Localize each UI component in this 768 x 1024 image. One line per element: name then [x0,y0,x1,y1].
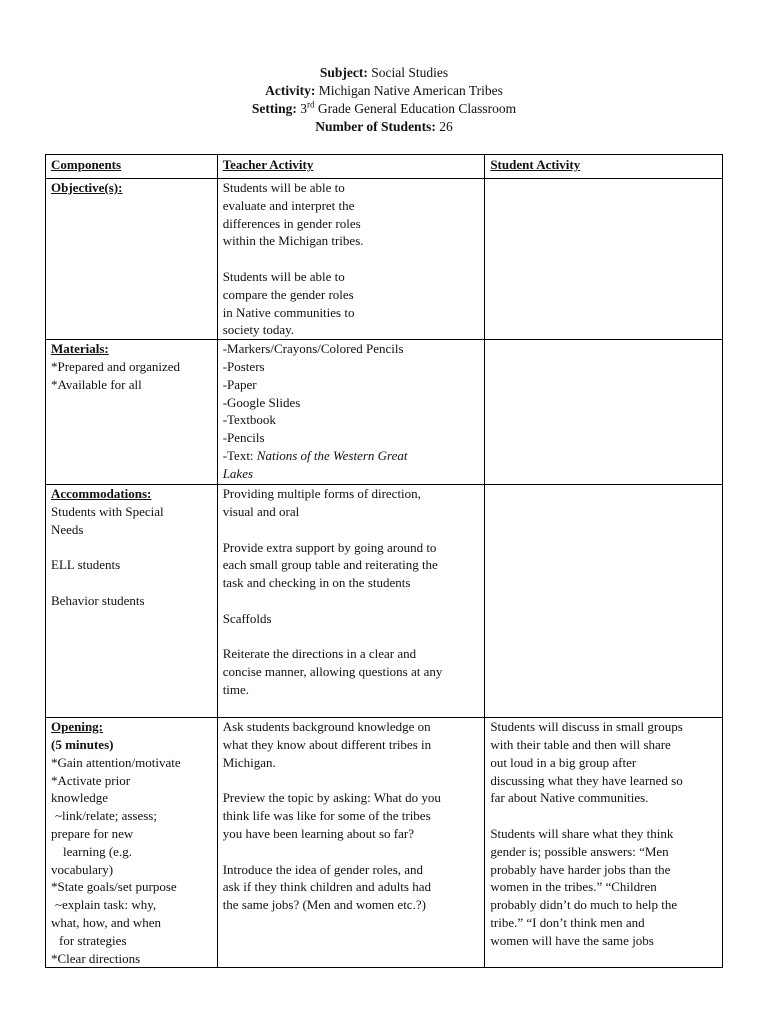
text-line: Preview the topic by asking: What do you [222,790,441,806]
blank-line [223,521,480,539]
opening-component-lines [51,754,212,968]
text-line: *Prepared and organized [51,358,180,374]
text-line: you have been learning about so far? [222,825,414,841]
students-line [0,118,768,136]
text-line: society today. [222,322,295,338]
text-line: *Activate prior [51,772,131,788]
text-line: within the Michigan tribes. [222,233,364,249]
text-line: probably have harder jobs than the [490,861,671,877]
text-line: -Markers/Crayons/Colored Pencils [222,341,404,357]
text-line: far about Native communities. [490,790,649,806]
setting-grade: 3 [300,101,307,116]
text-line: Students will discuss in small groups [490,719,683,735]
materials-component [46,340,218,485]
text-line: ~link/relate; assess; [55,808,157,824]
text-line: in Native communities to [222,304,355,320]
students-label: Number of Students: [315,119,436,134]
text-line: Needs [51,521,84,537]
accommodations-component [46,485,218,718]
text-line: ELL students [51,557,121,573]
text-line: the same jobs? (Men and women etc.?) [222,897,426,913]
text-line: Reiterate the directions in a clear and [222,646,417,662]
text-line: ~explain task: why, [55,897,157,913]
text-line: Ask students background knowledge on [222,719,431,735]
objectives-component [46,179,218,340]
text-line: *Gain attention/motivate [51,754,181,770]
text-line: women will have the same jobs [490,932,654,948]
accommodations-teacher [217,485,485,718]
text-line: Michigan. [222,754,276,770]
text-line: time. [222,681,250,697]
text-line: Scaffolds [222,610,272,626]
text-line: with their table and then will share [490,736,671,752]
header-teacher-activity: Teacher Activity [217,155,485,179]
text-line: differences in gender roles [222,215,361,231]
text-line: evaluate and interpret the [222,197,355,213]
text-line: Provide extra support by going around to [222,539,437,555]
setting-value: Grade General Education Classroom [317,101,517,116]
opening-component [46,718,218,968]
text-title-cont: Lakes [222,465,254,481]
text-line: Behavior students [51,592,145,608]
text-line: *State goals/set purpose [51,879,177,895]
activity-value: Michigan Native American Tribes [318,83,503,98]
text-line: women in the tribes.” “Children [490,879,657,895]
blank-line [223,250,480,268]
text-line: for strategies [59,932,127,948]
accommodations-component-lines [51,503,212,610]
accommodations-title: Accommodations: [51,486,152,502]
objectives-title: Objective(s): [51,180,123,195]
text-line: prepare for new [51,825,134,841]
text-line: each small group table and reiterating the [222,557,438,573]
text-line: learning (e.g. [63,843,132,859]
lesson-header [0,64,768,136]
blank-line [223,628,480,646]
subject-value: Social Studies [371,65,449,80]
blank-line [223,843,480,861]
blank-line [223,592,480,610]
opening-time: (5 minutes) [51,736,114,752]
blank-line [490,807,717,825]
opening-row [46,718,723,968]
blank-line [223,772,480,790]
subject-label: Subject: [319,65,368,80]
materials-component-lines [51,358,212,394]
text-line: Students will share what they think [490,825,674,841]
objectives-row [46,179,723,340]
blank-line [51,574,212,592]
opening-student [485,718,723,968]
opening-teacher [217,718,485,968]
materials-text-item: -Text: Nations of the Western Great [222,447,408,463]
text-line: Students with Special [51,503,164,519]
activity-line [0,82,768,100]
text-line: probably didn’t do much to help the [490,897,678,913]
materials-title: Materials: [51,341,109,357]
text-title: Nations of the Western Great [256,447,408,463]
opening-title: Opening: [51,719,104,735]
text-line: task and checking in on the students [222,575,411,591]
objectives-teacher [217,179,485,340]
subject-line [0,64,768,82]
text-line: -Paper [222,376,257,392]
text-line: compare the gender roles [222,286,354,302]
text-line: concise manner, allowing questions at any [222,664,443,680]
text-line: ask if they think children and adults had [222,879,431,895]
text-line: *Available for all [51,376,142,392]
text-line: tribe.” “I don’t think men and [490,914,645,930]
header-student-activity: Student Activity [485,155,723,179]
text-line: discussing what they have learned so [490,772,683,788]
text-line: visual and oral [222,503,300,519]
table-header-row [46,155,723,179]
setting-label: Setting: [251,101,297,116]
accommodations-student [485,485,723,718]
objectives-student [485,179,723,340]
text-line: Providing multiple forms of direction, [222,486,421,502]
text-line: *Clear directions [51,950,141,966]
lesson-plan-table [45,154,723,968]
text-line: -Google Slides [222,394,301,410]
students-value: 26 [439,119,453,134]
text-line: out loud in a big group after [490,754,637,770]
text-line: what, how, and when [51,914,161,930]
text-line: -Textbook [222,412,276,428]
materials-teacher [217,340,485,485]
text-line: -Pencils [222,430,265,446]
blank-line [51,539,212,557]
header-components: Components [46,155,218,179]
setting-grade-suffix: rd [306,99,315,110]
text-line: Students will be able to [222,180,345,195]
text-line: gender is; possible answers: “Men [490,843,669,859]
setting-line [0,100,768,118]
materials-list [223,340,480,447]
activity-label: Activity: [265,83,316,98]
materials-row [46,340,723,485]
text-line: knowledge [51,790,109,806]
text-line: what they know about different tribes in [222,736,432,752]
text-line: -Posters [222,358,265,374]
text-line: think life was like for some of the tribes [222,808,431,824]
materials-student [485,340,723,485]
text-line: Introduce the idea of gender roles, and [222,861,424,877]
text-line: vocabulary) [51,861,114,877]
accommodations-row [46,485,723,718]
text-line: Students will be able to [222,268,345,284]
